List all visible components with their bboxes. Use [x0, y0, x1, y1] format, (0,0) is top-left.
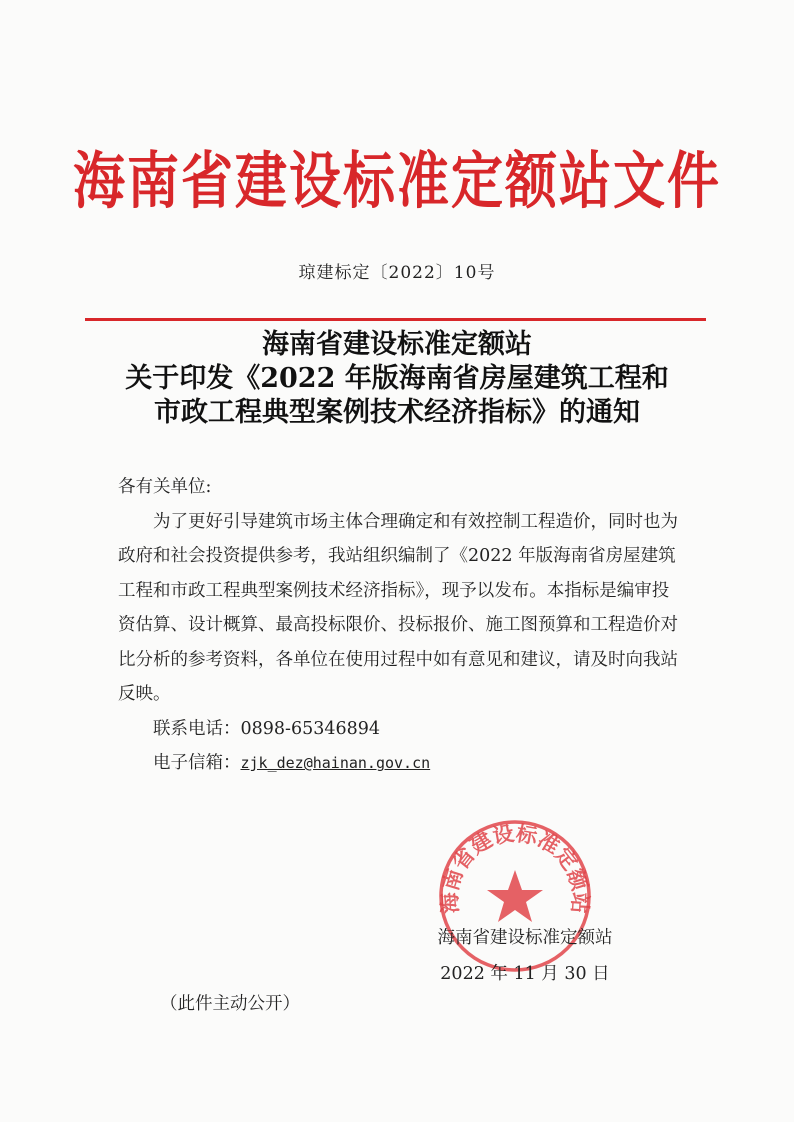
main-paragraph: 为了更好引导建筑市场主体合理确定和有效控制工程造价，同时也为政府和社会投资提供参考，我站组织编制了《2022 年版海南省房屋建筑工程和市政工程典型案例技术经济指标》，现予以发布。本指标是编审投资估算、设计概算、最高投标限价、投标报价、施工图预算和工程造价对比分析的参考资料，各单位在使用过程中如有意见和建议，请及时向我站反映。 — [118, 511, 678, 704]
salutation: 各有关单位: — [118, 477, 212, 497]
signature-org: 海南省建设标准定额站 — [437, 928, 613, 948]
email-label: 电子信箱： — [153, 753, 241, 773]
contact-email — [118, 746, 686, 781]
signature-block — [410, 920, 640, 992]
phone-label: 联系电话： — [153, 718, 241, 739]
notice-title-line-3: 市政工程典型案例技术经济指标》的通知 — [154, 397, 640, 428]
notice-body — [118, 470, 686, 781]
email-link[interactable]: zjk_dez@hainan.gov.cn — [240, 754, 431, 772]
signature-date: 2022 年 11 月 30 日 — [440, 964, 610, 984]
star-icon — [487, 870, 543, 922]
public-disclosure-note: （此件主动公开） — [160, 994, 300, 1014]
notice-title-line-2: 关于印发《2022 年版海南省房屋建筑工程和 — [125, 363, 669, 394]
notice-title-line-1: 海南省建设标准定额站 — [262, 329, 532, 360]
red-divider — [85, 318, 706, 321]
document-header-title: 海南省建设标准定额站文件 — [72, 146, 721, 218]
document-number: 琼建标定〔2022〕10号 — [298, 263, 496, 283]
contact-phone — [118, 712, 686, 747]
seal-text: 海南省建设标准定额站 — [437, 821, 593, 915]
notice-title — [0, 328, 794, 430]
phone-value: 0898-65346894 — [240, 718, 381, 739]
